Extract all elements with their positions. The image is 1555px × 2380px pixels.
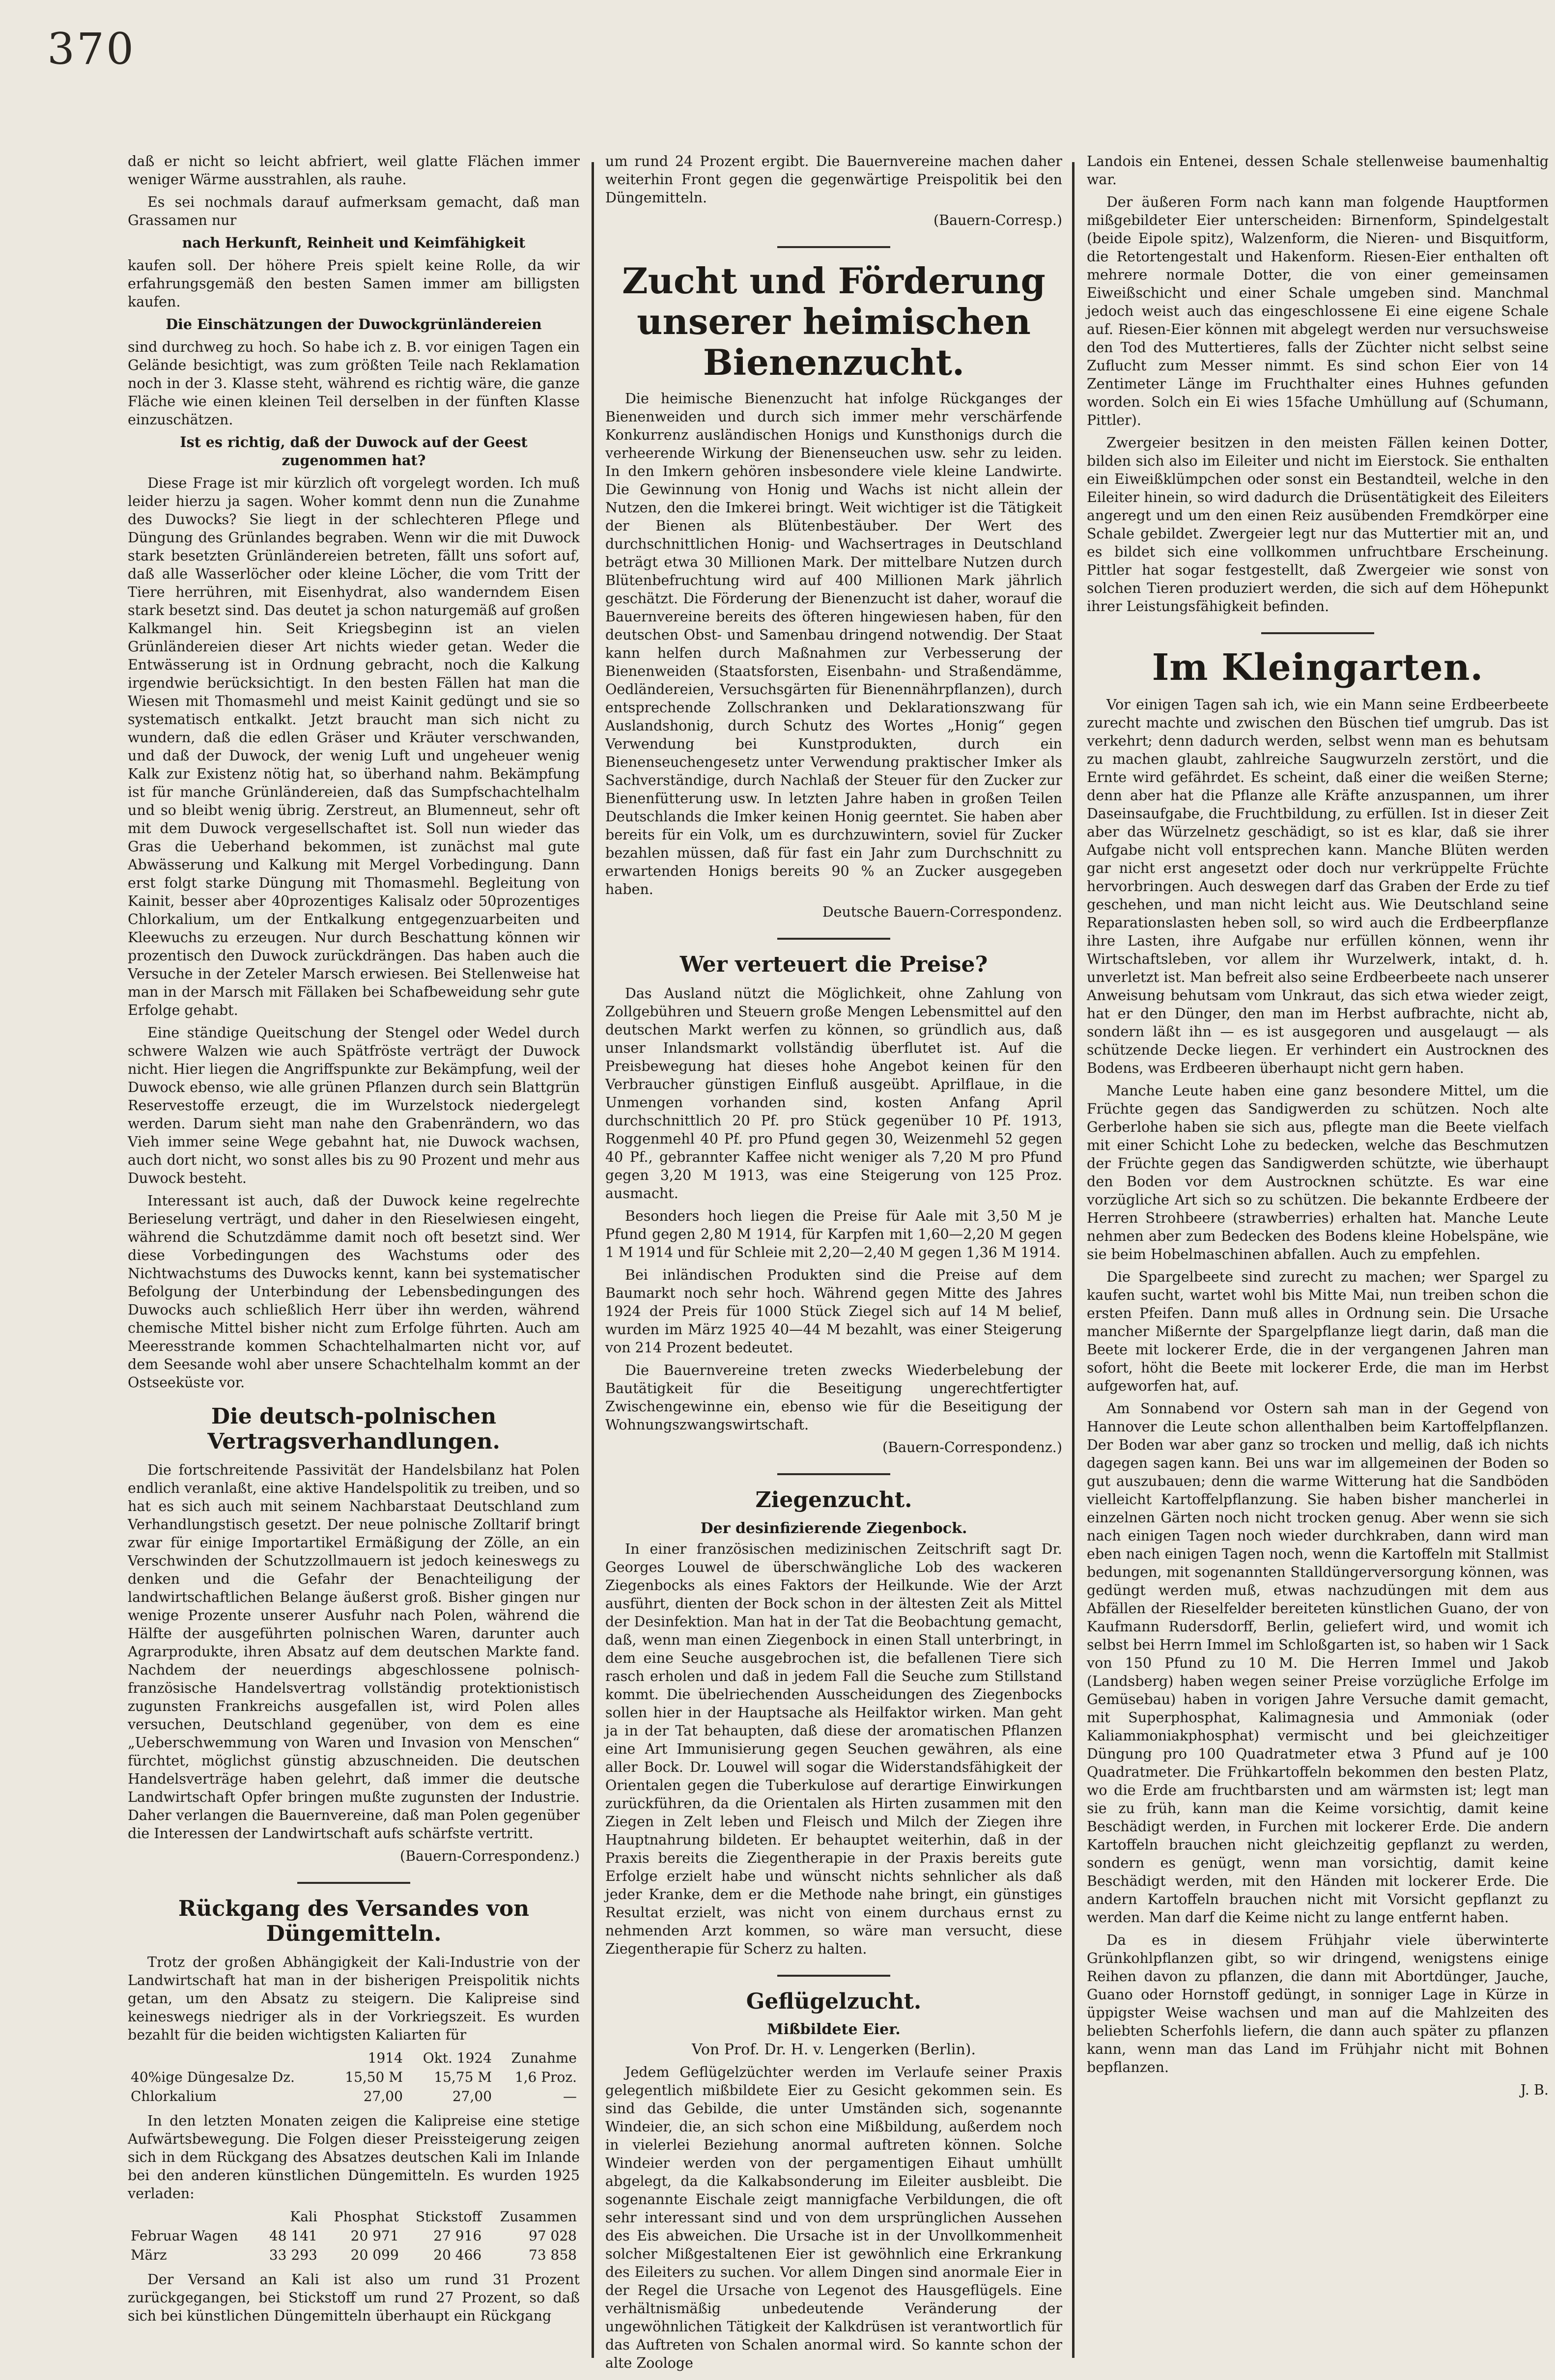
column-rule — [1072, 162, 1074, 2358]
paragraph: Interessant ist auch, daß der Duwock keine regelrechte Berieselung verträgt, und daher in den Rieselwiesen eingeht, während die Schutzdämme damit noch oft besetzt sind. Wer diese Vorbedingungen des Wachstums oder des Nichtwachstums des Duwocks kennt, kann bei systematischer Befolgung der Unterbindung der Lebensbedingungen des Duwocks auch schließlich Herr über ihn werden, während chemische Mittel bisher nicht zum Erfolge führten. Auch am Meeresstrande kommen Schachtelhalmarten nicht vor, auf dem Seesande wohl aber unsere Schachtelhalm kommt an der Ostseeküste vor. — [128, 1193, 580, 1391]
paragraph: Der äußeren Form nach kann man folgende Hauptformen mißgebildeter Eier unterscheiden: Birnenform, Spindelgestalt (beide Eipole spitz), Walzenform, die Nieren- und Bisquitform, die Retortengestalt und Hakenform. Riesen-Eier enthalten oft mehrere normale Dotter, die von einer gemeinsamen Eiweißschicht und einer Schale umgeben sind. Manchmal jedoch weist auch das eingeschlossene Ei eine eigene Schale auf. Riesen-Eier können mit abgelegt werden nur versuchsweise den Tod des Muttertieres, falls der Züchter nicht selbst seine Zuflucht zum Messer nimmt. Es sind schon Eier von 14 Zentimeter Länge im Fruchthalter eines Huhnes gefunden worden. Solch ein Ei wies 15fache Umhüllung auf (Schumann, Pittler). — [1087, 194, 1549, 428]
shipment-table: Kali Phosphat Stickstoff Zusammen Februar Wagen 48 141 20 971 27 916 97 028 März 33 293 20 099 20 466 73 858 — [128, 2207, 580, 2265]
page-number: 370 — [47, 24, 136, 74]
article-heading: Die deutsch-polnischen Vertragsverhandlungen. — [207, 1404, 500, 1454]
paragraph: Jedem Geflügelzüchter werden im Verlaufe seiner Praxis gelegentlich mißbildete Eier zu Gesicht gekommen sein. Es sind das Gebilde, die unter Umständen sich, sogenannte Windeier, die, an sich schon eine Mißbildung, außerdem noch in vielerlei Beziehung anormal auftreten können. Solche Windeier werden von der pergamentigen Eihaut umhüllt abgelegt, da die Kalkabsonderung im Eileiter ausbleibt. Die sogenannte Eischale zeigt mannigfache Verbildungen, die oft sehr interessant sind und von dem ursprünglichen Aussehen des Eis abweichen. Die Ursache ist in der Unvollkommenheit solcher Mißgestaltenen Eier ist gewöhnlich eine Erkrankung des Eileiters zu suchen. Vor allem Dingen sind anormale Eier in der Regel die Ursache von Legenot des Hausgeflügels. Eine verhältnismäßig unbedeutende Veränderung der ungewöhnlichen Tätigkeit der Kalkdrüsen ist verantwortlich für das Auftreten von Schalen anormal wird. So kannte schon der alte Zoologe — [605, 2064, 1062, 2372]
subheading: Die Einschätzungen der Duwockgrünländereien — [166, 316, 542, 333]
paragraph: Trotz der großen Abhängigkeit der Kali-Industrie von der Landwirtschaft hat man in der bisherigen Preispolitik nichts getan, um den Absatz zu steigern. Die Kalipreise sind keineswegs niedriger als in der Vorkriegszeit. Es wurden bezahlt für die beiden wichtigsten Kaliarten für — [128, 1954, 580, 2044]
signature: Deutsche Bauern-Correspondenz. — [822, 904, 1062, 921]
emphasis-line: nach Herkunft, Reinheit und Keimfähigkeit — [182, 234, 526, 251]
article-subheading: Mißbildete Eier. — [767, 2021, 901, 2039]
separator — [777, 1975, 890, 1977]
signature: J. B. — [1520, 2082, 1549, 2099]
paragraph: daß er nicht so leicht abfriert, weil glatte Flächen immer weniger Wärme ausstrahlen, als rauhe. — [128, 153, 580, 188]
paragraph: Das Ausland nützt die Möglichkeit, ohne Zahlung von Zollgebühren und Steuern große Mengen Lebensmittel auf den deutschen Markt werfen zu können, so gründlich aus, daß unser Inlandsmarkt vollständig überflutet ist. Auf die Preisbewegung hat dieses hohe Angebot keinen für den Verbraucher günstigen Einfluß ausgeübt. Aprilflaue, in die Unmengen vorhanden sind, kosten Anfang April durchschnittlich 20 Pf. pro Stück gegenüber 10 Pf. 1913, Roggenmehl 40 Pf. pro Pfund gegen 30, Weizenmehl 52 gegen 40 Pf., gebrannter Kaffee nicht weniger als 7,20 M pro Pfund gegen 3,20 M 1913, was eine Steigerung von 125 Proz. ausmacht. — [605, 985, 1062, 1202]
column-middle — [605, 152, 1062, 2372]
paragraph: Besonders hoch liegen die Preise für Aale mit 3,50 M je Pfund gegen 2,80 M 1914, für Karpfen mit 1,60—2,20 M gegen 1 M 1914 und für Schleie mit 2,20—2,40 M gegen 1,36 M 1914. — [605, 1207, 1062, 1260]
paragraph: Zwergeier besitzen in den meisten Fällen keinen Dotter, bilden sich also im Eileiter und nicht im Eierstock. Sie enthalten ein Eiweißklümpchen oder sonst ein Bestandteil, welche in den Eileiter hinein, so wird dadurch die Drüsentätigkeit des Eileiters angeregt und um den einen Reiz ausübenden Fremdkörper eine Schale gebildet. Zwergeier legt nur das Muttertier mit an, und es bildet sich eine vollkommen unfruchtbare Erscheinung. Pittler hat sogar festgestellt, daß Zwergeier wie sonst von solchen Tieren produziert werden, die sich auf dem Höhepunkt ihrer Leistungsfähigkeit befinden. — [1087, 435, 1549, 615]
article-heading: Geflügelzucht. — [746, 1988, 922, 2014]
separator — [1261, 632, 1374, 634]
table-row: März 33 293 20 099 20 466 73 858 — [131, 2247, 577, 2264]
paragraph: Der Versand an Kali ist also um rund 31 Prozent zurückgegangen, bei Stickstoff um rund 27 Prozent, so daß sich bei künstlichen Düngemitteln überhaupt ein Rückgang — [128, 2271, 580, 2324]
paragraph: In einer französischen medizinischen Zeitschrift sagt Dr. Georges Louwel de überschwängliche Lob des wackeren Ziegenbocks als eines Faktors der Heilkunde. Wie der Arzt ausführt, dienten der Bock schon in der ältesten Zeit als Mittel der Desinfektion. Man hat in der Tat die Beobachtung gemacht, daß, wenn man einen Ziegenbock in einen Stall unterbringt, in dem eine Seuche ausgebrochen ist, die befallenen Tiere sich rasch erholen und daß in jedem Fall die Seuche zum Stillstand kommt. Die übelriechenden Ausscheidungen des Ziegenbocks sollen hier in der Hauptsache als Heilfaktor wirken. Man geht ja in der Tat behaupten, daß diese der aromatischen Pflanzen eine Art Immunisierung gegen Seuchen gewähren, als eine aller Bock. Dr. Louwel will sogar die Widerstandsfähigkeit der Orientalen gegen die Tuberkulose auf derartige Einwirkungen zurückführen, da die Orientalen als Hirten zusammen mit den Ziegen in Zelt leben und Fleisch und Milch der Ziegen ihre Hauptnahrung bildeten. Er behauptet weiterhin, daß in der Praxis bereits die Ziegentherapie in der Praxis bereits gute Erfolge erzielt habe und wünscht nichts sehnlicher als daß jeder Kranke, dem er die Methode nahe bringt, ein günstiges Resultat erzielt, was nicht von einem durchaus ernst zu nehmenden Arzt kommen, so wäre man versucht, diese Ziegentherapie für Scherz zu halten. — [605, 1540, 1062, 1957]
paragraph: um rund 24 Prozent ergibt. Die Bauernvereine machen daher weiterhin Front gegen die gegenwärtige Preispolitik bei den Düngemitteln. — [605, 153, 1062, 206]
article-heading: Wer verteuert die Preise? — [679, 952, 988, 978]
article-subheading: Der desinfizierende Ziegenbock. — [700, 1519, 967, 1537]
signature: (Bauern-Correspondenz.) — [399, 1848, 580, 1865]
paragraph: kaufen soll. Der höhere Preis spielt keine Rolle, da wir erfahrungsgemäß den besten Samen immer am billigsten kaufen. — [128, 257, 580, 310]
paragraph: Die heimische Bienenzucht hat infolge Rückganges der Bienenweiden und durch sich immer mehr verschärfende Konkurrenz ausländischen Honigs und Kunsthonigs durch die verheerende Wirkung der Bienenseuchen usw. sehr zu leiden. In den Imkern gehören insbesondere viele kleine Landwirte. Die Gewinnung von Honig und Wachs ist nicht allein der Nutzen, den die Imkerei bringt. Weit wichtiger ist die Tätigkeit der Bienen als Blütenbestäuber. Der Wert des durchschnittlichen Honig- und Wachsertrages in Deutschland beträgt etwa 30 Millionen Mark. Der mittelbare Nutzen durch Blütenbefruchtung wird auf 400 Millionen Mark jährlich geschätzt. Die Förderung der Bienenzucht ist daher, worauf die Bauernvereine bereits des öfteren hingewiesen haben, für den deutschen Obst- und Samenbau dringend notwendig. Der Staat kann helfen durch Maßnahmen zur Verbesserung der Bienenweiden (Staatsforsten, Eisenbahn- und Straßendämme, Oedländereien, Versuchsgärten für Bienennährpflanzen), durch entsprechende Zollschranken und Deklarationszwang für Auslandshonig, durch Schutz des Wortes „Honig“ gegen Verwendung bei Kunstprodukten, durch ein Bienenseuchengesetz unter Verwendung praktischer Imker als Sachverständige, durch Nachlaß der Steuer für den Zucker zur Bienenfütterung usw. In letzten Jahre haben in großen Teilen Deutschlands die Imker keinen Honig geerntet. Sie haben aber bereits für ein Volk, um es durchzuwintern, soviel für Zucker bezahlen müssen, daß für fast ein Jahr zum Durchschnitt zu erwartenden Honigs bereits 90 % an Zucker ausgegeben haben. — [605, 391, 1062, 898]
column-right — [1087, 152, 1549, 2363]
paragraph: sind durchweg zu hoch. So habe ich z. B. vor einigen Tagen ein Gelände besichtigt, was zum größten Teile nach Reklamation noch in der 3. Klasse steht, während es richtig wäre, die ganze Fläche wie einen kleinen Teil derselben in der fünften Klasse einzuschätzen. — [128, 339, 580, 428]
separator — [777, 246, 890, 248]
paragraph: Diese Frage ist mir kürzlich oft vorgelegt worden. Ich muß leider hierzu ja sagen. Woher kommt denn nun die Zunahme des Duwocks? Sie liegt in der schlechteren Pflege und Düngung des Grünlandes begraben. Wenn wir die mit Duwock stark besetzten Grünländereien betreten, fällt uns sofort auf, daß alle Wasserlöcher oder kleine Löcher, die vom Tritt der Tiere herrühren, mit Eisenhydrat, also wanderndem Eisen stark besetzt sind. Das deutet ja schon naturgemäß auf großen Kalkmangel hin. Seit Kriegsbeginn ist an vielen Grünländereien dieser Art nichts wieder getan. Weder die Entwässerung ist in Ordnung gebracht, noch die Kalkung irgendwie berücksichtigt. In den besten Fällen hat man die Wiesen mit Thomasmehl und meist Kainit gedüngt und sie so systematisch entkalkt. Jetzt braucht man sich nicht zu wundern, daß die edlen Gräser und Kräuter verschwanden, und daß der Duwock, der wenig Luft und ungeheuer wenig Kalk zur Existenz nötig hat, so überhand nahm. Bekämpfung ist für manche Grünländereien, daß das Sumpfschachtelhalm und so bleibt wenig übrig. Zerstreut, an Blumenneut, sehr oft mit dem Duwock vergesellschaftet ist. Soll nun wieder das Gras die Ueberhand bekommen, ist zunächst mal gute Abwässerung und Kalkung mit Mergel Vorbedingung. Dann erst folgt starke Düngung mit Thomasmehl. Begleitung von Kainit, besser aber 40prozentiges Kalisalz oder 50prozentiges Chlorkalium, um der Entkalkung entgegenzuarbeiten und Kleewuchs zu erzeugen. Nur durch Beschattung können wir prozentisch den Duwock zurückdrängen. Das haben auch die Versuche in der Zeteler Marsch erwiesen. Bei Stellenweise hat man in der Marsch mit Fällaken bei Schafbeweidung sehr gute Erfolge gehabt. — [128, 475, 580, 1018]
subheading-question: Ist es richtig, daß der Duwock auf der Geest zugenommen hat? — [180, 434, 528, 469]
article-heading: Rückgang des Versandes von Düngemitteln. — [178, 1896, 530, 1946]
table-row: Chlorkalium 27,00 27,00 — — [131, 2088, 577, 2105]
paragraph: Da es in diesem Frühjahr viele überwinterte Grünkohlpflanzen gibt, so wir dringend, wenigstens einige Reihen davon zu pflanzen, die dann mit Abortdünger, Jauche, Guano oder Hornstoff gedüngt, in sonniger Lage in Kürze in üppigster Weise wachsen und man auf die Mahlzeiten des beliebten Scherfohls liefern, die dann auch später zu pflanzen kann, wenn man das Land im Frühjahr nicht mit Bohnen bepflanzen. — [1087, 1932, 1549, 2076]
separator — [297, 1882, 410, 1884]
column-rule — [592, 162, 594, 2358]
separator — [777, 1473, 890, 1475]
paragraph: Die fortschreitende Passivität der Handelsbilanz hat Polen endlich veranlaßt, eine aktive Handelspolitik zu treiben, und so hat es sich auch mit seinem Nachbarstaat Deutschland zum Verhandlungstisch gesetzt. Der neue polnische Zolltarif bringt zwar für einige Importartikel Ermäßigung der Zölle, an ein Verschwinden der Schutzzollmauern ist jedoch keineswegs zu denken und die Gefahr der Benachteiligung der landwirtschaftlichen Belange äußerst groß. Bisher gingen nur wenige Prozente unserer Ausfuhr nach Polen, während die Hälfte der ausgeführten polnischen Waren, darunter auch Agrarprodukte, ihren Absatz auf dem deutschen Markte fand. Nachdem der neuerdings abgeschlossene polnisch-französische Handelsvertrag vollständig protektionistisch zugunsten Frankreichs ausgefallen ist, wird Polen alles versuchen, Deutschland gegenüber, von dem es eine „Ueberschwemmung von Waren und Invasion von Menschen“ fürchtet, möglichst günstig abzuschneiden. Die deutschen Handelsverträge haben gelehrt, daß immer die deutsche Landwirtschaft Opfer bringen mußte zugunsten der Industrie. Daher verlangen die Bauernvereine, daß man Polen gegenüber die Interessen der Landwirtschaft aufs schärfste vertritt. — [128, 1462, 580, 1842]
paragraph: Manche Leute haben eine ganz besondere Mittel, um die Früchte gegen das Sandigwerden zu schützen. Noch alte Gerberlohe haben sie sich aus, pflegte man die Beete vielfach mit einer Schicht Lohe zu bedecken, welche das Beschmutzen der Früchte gegen das Sandigwerden schützte, wie überhaupt den Boden vor dem Austrocknen schützte. Es war eine vorzügliche Art sich so zu schützen. Die bekannte Erdbeere der Herren Strohbeere (strawberries) erhalten hat. Manche Leute nehmen aber zum Bedecken des Bodens kleine Hobelspäne, wie sie beim Hobelmaschinen abfallen. Auch zu empfehlen. — [1087, 1083, 1549, 1263]
paragraph: Landois ein Entenei, dessen Schale stellenweise baumenhaltig war. — [1087, 153, 1549, 188]
paragraph: Eine ständige Queitschung der Stengel oder Wedel durch schwere Walzen wie auch Spätfröste verträgt der Duwock nicht. Hier liegen die Angriffspunkte zur Bekämpfung, weil der Duwock ebenso, wie alle grünen Pflanzen durch sein Blattgrün Reservestoffe erzeugt, die im Wurzelstock niedergelegt werden. Darum sieht man nahe den Grabenrändern, wo das Vieh immer seine Wege gebahnt hat, nie Duwock wachsen, auch dort nicht, wo sonst alles bis zu 90 Prozent und mehr aus Duwock besteht. — [128, 1025, 580, 1186]
table-row: Februar Wagen 48 141 20 971 27 916 97 028 — [131, 2228, 577, 2244]
byline: Von Prof. Dr. H. v. Lengerken (Berlin). — [691, 2041, 976, 2059]
article-heading: Zucht und Förderung unserer heimischen Bienenzucht. — [622, 260, 1046, 383]
separator — [777, 938, 890, 940]
article-heading: Ziegenzucht. — [755, 1487, 912, 1512]
paragraph: Die Spargelbeete sind zurecht zu machen; wer Spargel zu kaufen sucht, wartet wohl bis Mitte Mai, nun treiben schon die ersten Pfeifen. Dann muß alles in Ordnung sein. Die Ursache mancher Mißernte der Spargelpflanze liegt darin, daß man die Beete mit lockerer Erde, die in der vergangenen Jahren man sofort, höht die Beete mit lockerer Erde, die man im Herbst aufgeworfen hat, auf. — [1087, 1269, 1549, 1395]
table-row: 40%ige Düngesalze Dz. 15,50 M 15,75 M 1,6 Proz. — [131, 2069, 577, 2086]
paragraph: Vor einigen Tagen sah ich, wie ein Mann seine Erdbeerbeete zurecht machte und zwischen den Büschen tief umgrub. Das ist verkehrt; denn dadurch werden, selbst wenn man es behutsam zu machen glaubt, zahlreiche Saugwurzeln zerstört, und die Ernte wird gefährdet. Es scheint, daß einer die weißen Sterne; denn aber hat die Pflanze alle Kräfte anzuspannen, um ihrer Daseinsaufgabe, die Fruchtbildung, zu erfüllen. Ist in dieser Zeit aber das Würzelnetz geschädigt, so ist es klar, daß sie ihrer Aufgabe nicht voll entsprechen kann. Manche Blüten werden gar nicht erst angesetzt oder doch nur verkrüppelte Früchte hervorbringen. Auch deswegen darf das Graben der Erde zu tief geschehen, und man nicht leicht aus. Wie Deutschland seine Reparationslasten heben soll, so wird auch die Erdbeerpflanze ihre Lasten, ihre Aufgabe nur erfüllen können, wenn ihr Wirtschaftsleben, vor allem ihr Wurzelwerk, intakt, d. h. unverletzt ist. Man befreit also seine Erdbeerbeete nach unserer Anweisung behutsam vom Unkraut, das sich etwa wieder zeigt, hat er den Dünger, den man im Herbst aufbrachte, nicht ab, sondern läßt ihn — es ist ausgegoren und ausgelaugt — als schützende Decke liegen. Er verhindert ein Austrocknen des Bodens, was Erdbeeren überhaupt nicht gern haben. — [1087, 697, 1549, 1077]
article-heading: Im Kleingarten. — [1152, 646, 1484, 689]
price-table: 1914 Okt. 1924 Zunahme 40%ige Düngesalze Dz. 15,50 M 15,75 M 1,6 Proz. Chlorkalium 27,00 27,00 — — [128, 2048, 580, 2106]
paragraph: Die Bauernvereine treten zwecks Wiederbelebung der Bautätigkeit für die Beseitigung ungerechtfertigter Zwischengewinne ein, ebenso wie für die Beseitigung der Wohnungszwangswirtschaft. — [605, 1362, 1062, 1433]
paragraph: Bei inländischen Produkten sind die Preise auf dem Baumarkt noch sehr hoch. Während gegen Mitte des Jahres 1924 der Preis für 1000 Stück Ziegel sich auf 14 M belief, wurden im März 1925 40—44 M bezahlt, was einer Steigerung von 214 Prozent bedeutet. — [605, 1266, 1062, 1356]
signature: (Bauern-Corresp.) — [933, 212, 1062, 228]
signature: (Bauern-Correspondenz.) — [882, 1439, 1062, 1456]
paragraph: In den letzten Monaten zeigen die Kalipreise eine stetige Aufwärtsbewegung. Die Folgen dieser Preissteigerung zeigen sich in dem Rückgang des Absatzes deutschen Kali im Inlande bei den anderen künstlichen Düngemitteln. Es wurden 1925 verladen: — [128, 2113, 580, 2202]
paragraph: Am Sonnabend vor Ostern sah man in der Gegend von Hannover die Leute schon allenthalben beim Kartoffelpflanzen. Der Boden war aber ganz so trocken und mellig, daß ich nichts dagegen sagen kann. Bei uns war im allgemeinen der Boden so gut auszubauen; denn die warme Witterung hat die Sandböden vielleicht Kartoffelpflanzung. Sie haben bisher mancherlei in einzelnen Gärten noch nicht trocken genug. Aber wenn sie sich nach einigen Tagen noch wieder durchkraben, dann wird man eben nach einigen Tagen noch, wenn die Kartoffeln mit Stallmist bedungen, mit sogenannten Stalldüngerversorgung können, was gedüngt werden muß, etwas nachzudüngen mit dem aus Abfällen der Rieselfelder bereiteten künstlichen Guano, der von Kaufmann Rudersdorff, Berlin, geliefert wird, und womit ich selbst bei Herrn Immel im Schloßgarten ist, so haben wir 1 Sack von 150 Pfund zu 10 M. Die Herren Immel und Jakob (Landsberg) haben wegen seiner Preise vorzügliche Erfolge im Gemüsebau) haben in vorigen Jahre Versuche damit gemacht, mit Superphosphat, Kalimagnesia und Ammoniak (oder Kaliammoniakphosphat) vermischt und bei gleichzeitiger Düngung pro 100 Quadratmeter etwa 3 Pfund auf je 100 Quadratmeter. Die Frühkartoffeln bekommen den besten Platz, wo die Erde am fruchtbarsten und am wärmsten ist; legt man sie zu früh, kann man die Keime vorsichtig, damit keine Beschädigt werden, in Furchen mit lockerer Erde. Die andern Kartoffeln brauchen nicht gleichzeitig gepflanzt zu werden, sondern es genügt, wenn man vorsichtig, damit keine Beschädigt werden, mit den Händen mit lockerer Erde. Die andern Kartoffeln brauchen nicht mit Vorsicht gepflanzt zu werden. Man darf die Keime nicht zu lange entfernt haben. — [1087, 1400, 1549, 1926]
column-left — [128, 152, 580, 2363]
paragraph: Es sei nochmals darauf aufmerksam gemacht, daß man Grassamen nur — [128, 194, 580, 228]
